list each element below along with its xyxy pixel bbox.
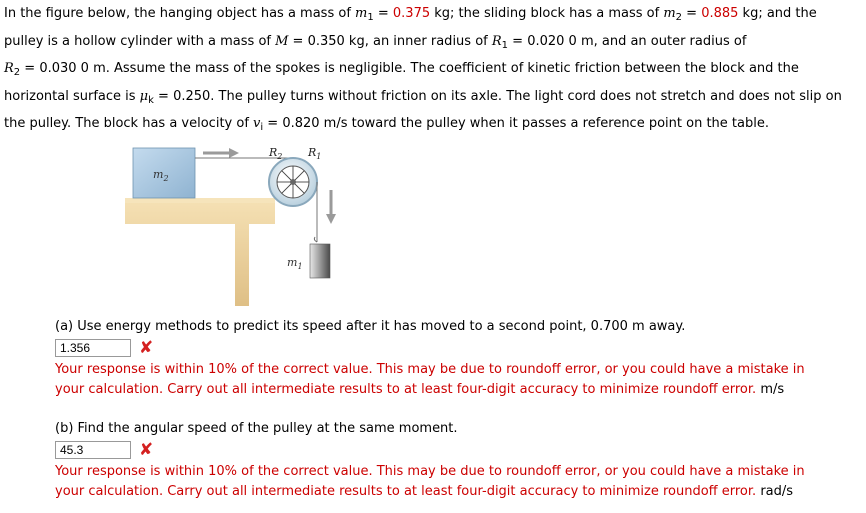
svg-text:m1: $m_1$: [287, 256, 303, 271]
incorrect-x-icon: ✘: [139, 337, 154, 358]
table: [125, 198, 275, 306]
part-b-question: (b) Find the angular speed of the pulley at the same moment.: [55, 421, 458, 436]
m2-value: 0.885: [701, 6, 739, 21]
problem-statement: In the figure below, the hanging object has a mass of $m_1 = 0.375$ kg; the sliding block has a mass of $m_2 = 0.885$ kg; and the pulley is a hollow cylinder with a mass of M = 0.350 kg, an inner radius of $R_1 = 0.020$ 0 m, and an outer radius of $R_2 = 0.030$ 0 m. Assume the mass of the spokes is negligible. The coefficient of kinetic friction between the block and the horizontal surface is $\mu_k = 0.250$. The pulley turns without friction on its axle. The light cord does not stretch and does not slip on the pulley. The block has a velocity of $v_i = 0.820$ m/s toward the pulley when it passes a reference point on the table.: [4, 6, 842, 134]
pulley-figure: [125, 136, 345, 306]
sliding-block: [133, 148, 195, 198]
part-a-feedback-line2: your calculation. Carry out all intermediate results to at least four-digit accuracy to minimize roundoff error. m/s: [55, 382, 785, 397]
part-a-feedback-line1: Your response is within 10% of the correct value. This may be due to roundoff error, or you could have a mistake in: [55, 361, 805, 377]
part-a-answer-input[interactable]: 1.356: [55, 339, 131, 357]
hanging-mass: [287, 237, 330, 278]
label-m2: m: [153, 168, 164, 181]
velocity-arrow: [203, 148, 239, 158]
label-R2: $R_2$: [269, 146, 283, 161]
part-a: [55, 317, 855, 401]
pulley: [269, 158, 317, 206]
part-b-answer-input[interactable]: 45.3: [55, 441, 131, 459]
part-b-feedback-line2: your calculation. Carry out all intermediate results to at least four-digit accuracy to minimize roundoff error. rad/s: [55, 484, 794, 499]
svg-text:m2: $m_2$: [153, 168, 169, 183]
part-a-question: (a) Use energy methods to predict its speed after it has moved to a second point, 0.700 m away.: [55, 319, 686, 334]
part-b-unit: rad/s: [760, 484, 794, 499]
part-b-feedback-line1: Your response is within 10% of the correct value. This may be due to roundoff error, or you could have a mistake in: [55, 463, 805, 479]
incorrect-x-icon: ✘: [139, 439, 154, 460]
part-a-unit: m/s: [760, 382, 785, 397]
acceleration-arrow: [326, 190, 336, 224]
part-b: [55, 419, 855, 503]
label-m1: m: [287, 256, 298, 269]
m1-value: 0.375: [392, 6, 431, 21]
label-R1: $R_1$: [308, 146, 322, 161]
